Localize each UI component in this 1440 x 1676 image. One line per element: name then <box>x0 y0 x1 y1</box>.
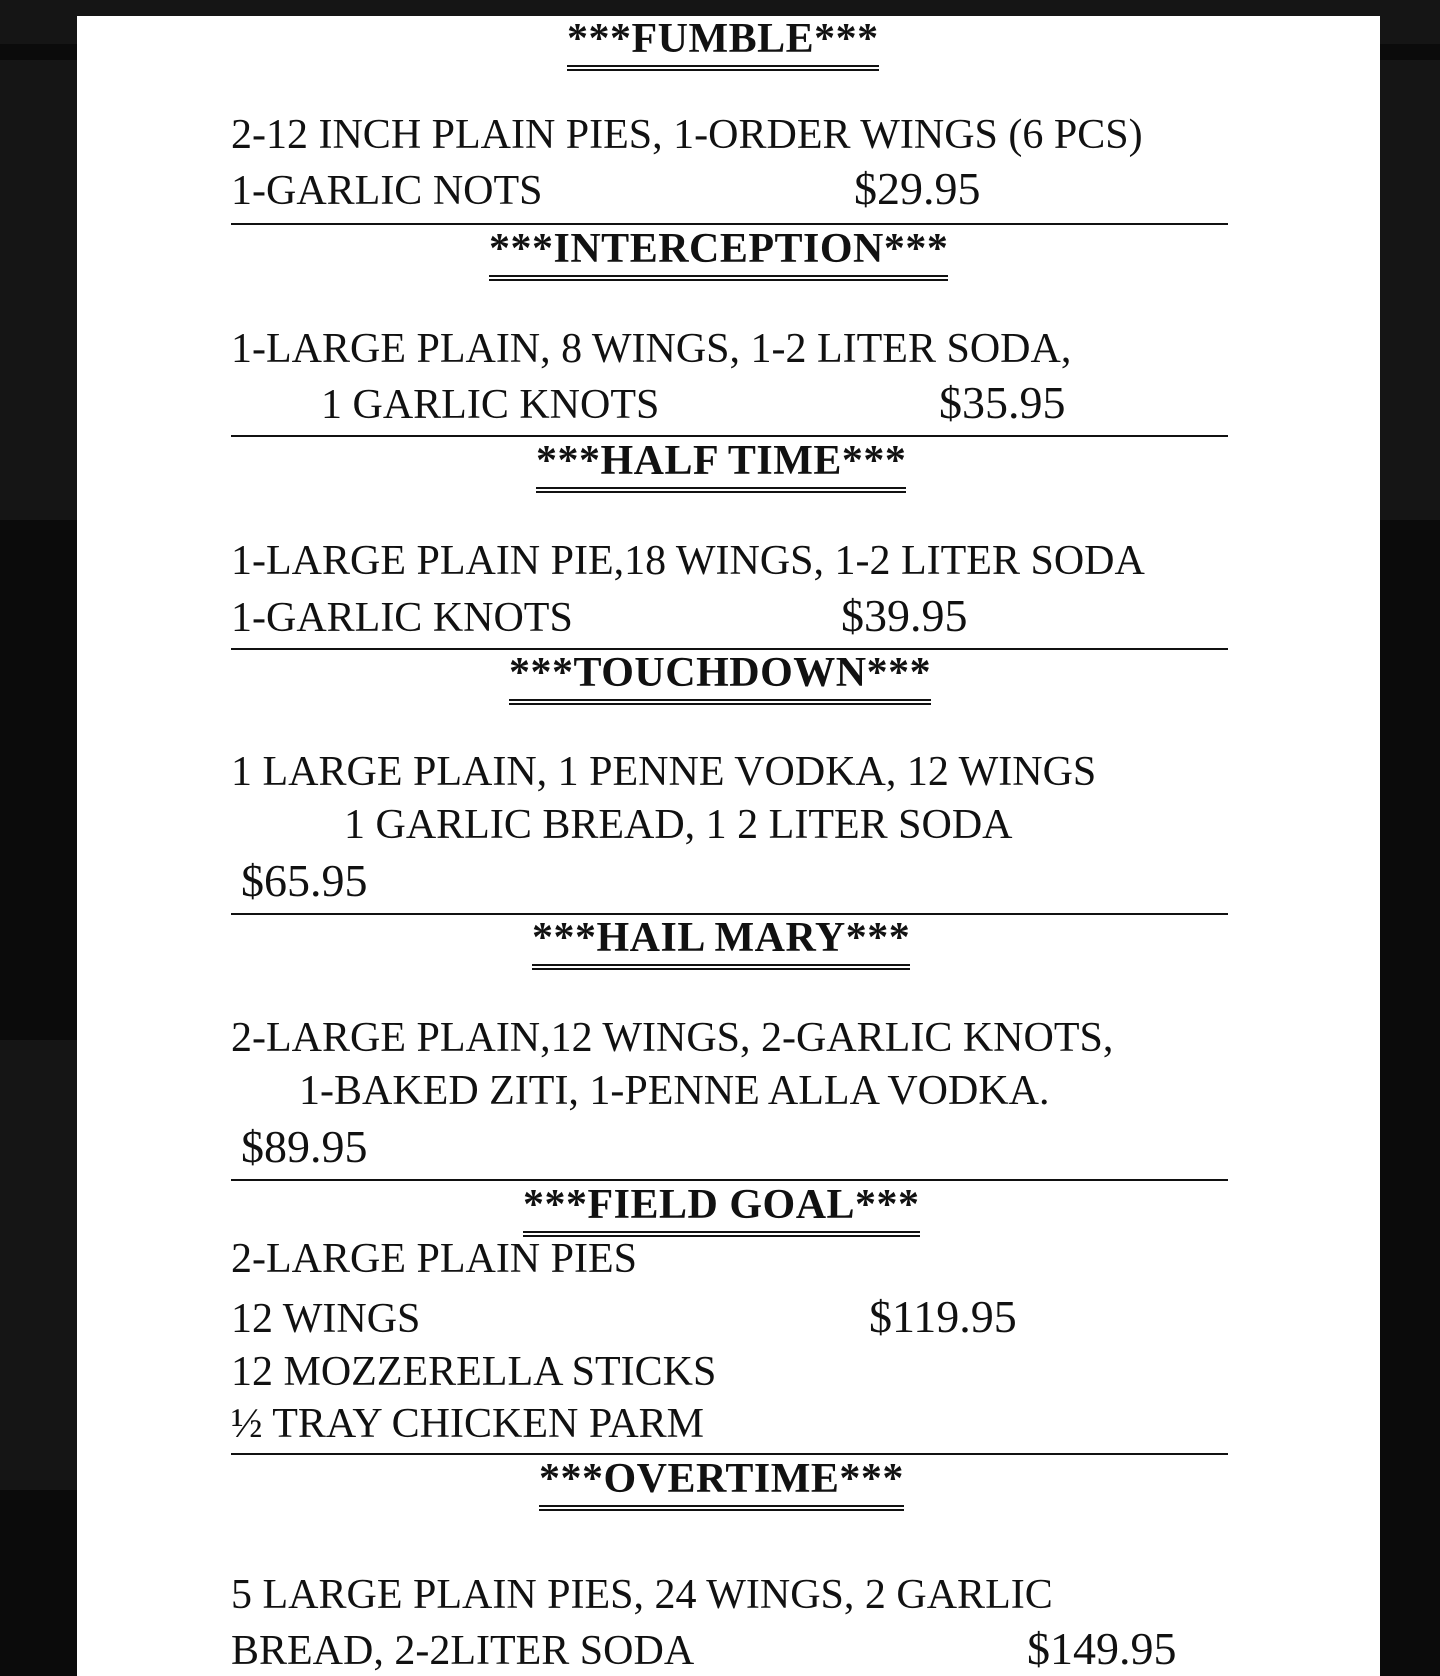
interception-price: $35.95 <box>939 377 1066 428</box>
overtime-line-1: 5 LARGE PLAIN PIES, 24 WINGS, 2 GARLIC <box>231 1572 1053 1618</box>
field-goal-line-2: 12 WINGS <box>231 1296 421 1342</box>
interception-line-1: 1-LARGE PLAIN, 8 WINGS, 1-2 LITER SODA, <box>231 326 1072 372</box>
touchdown-line-1: 1 LARGE PLAIN, 1 PENNE VODKA, 12 WINGS <box>231 749 1097 795</box>
field-goal-heading: ***FIELD GOAL*** <box>523 1182 920 1233</box>
background-panel-left <box>0 60 77 520</box>
half-time-line-1: 1-LARGE PLAIN PIE,18 WINGS, 1-2 LITER SODA <box>231 538 1145 584</box>
fumble-line-2: 1-GARLIC NOTS <box>231 168 543 214</box>
background-panel-left-lower <box>0 1040 77 1490</box>
overtime-price: $149.95 <box>1027 1623 1177 1674</box>
field-goal-line-4: ½ TRAY CHICKEN PARM <box>231 1401 705 1447</box>
hail-mary-line-1: 2-LARGE PLAIN,12 WINGS, 2-GARLIC KNOTS, <box>231 1015 1114 1061</box>
half-time-price: $39.95 <box>841 590 968 641</box>
background-panel-right <box>1380 60 1440 520</box>
hail-mary-divider <box>231 1179 1228 1181</box>
fumble-divider <box>231 223 1228 225</box>
fumble-price: $29.95 <box>854 163 981 214</box>
overtime-line-2: BREAD, 2-2LITER SODA <box>231 1628 695 1674</box>
fumble-line-1: 2-12 INCH PLAIN PIES, 1-ORDER WINGS (6 PCS) <box>231 112 1143 158</box>
hail-mary-line-2: 1-BAKED ZITI, 1-PENNE ALLA VODKA. <box>299 1068 1050 1114</box>
field-goal-line-1: 2-LARGE PLAIN PIES <box>231 1236 637 1282</box>
interception-heading: ***INTERCEPTION*** <box>489 226 948 277</box>
field-goal-price: $119.95 <box>869 1291 1017 1342</box>
hail-mary-price: $89.95 <box>241 1121 368 1172</box>
fumble-heading: ***FUMBLE*** <box>567 16 879 67</box>
interception-line-2: 1 GARLIC KNOTS <box>321 382 660 428</box>
field-goal-line-3: 12 MOZZERELLA STICKS <box>231 1349 717 1395</box>
half-time-heading: ***HALF TIME*** <box>536 438 906 489</box>
hail-mary-heading: ***HAIL MARY*** <box>532 915 910 966</box>
half-time-line-2: 1-GARLIC KNOTS <box>231 595 573 641</box>
touchdown-price: $65.95 <box>241 855 368 906</box>
field-goal-divider <box>231 1453 1228 1455</box>
touchdown-heading: ***TOUCHDOWN*** <box>509 650 931 701</box>
interception-divider <box>231 435 1228 437</box>
overtime-heading: ***OVERTIME*** <box>539 1456 904 1507</box>
menu-sheet <box>77 16 1380 1676</box>
touchdown-line-2: 1 GARLIC BREAD, 1 2 LITER SODA <box>344 802 1013 848</box>
